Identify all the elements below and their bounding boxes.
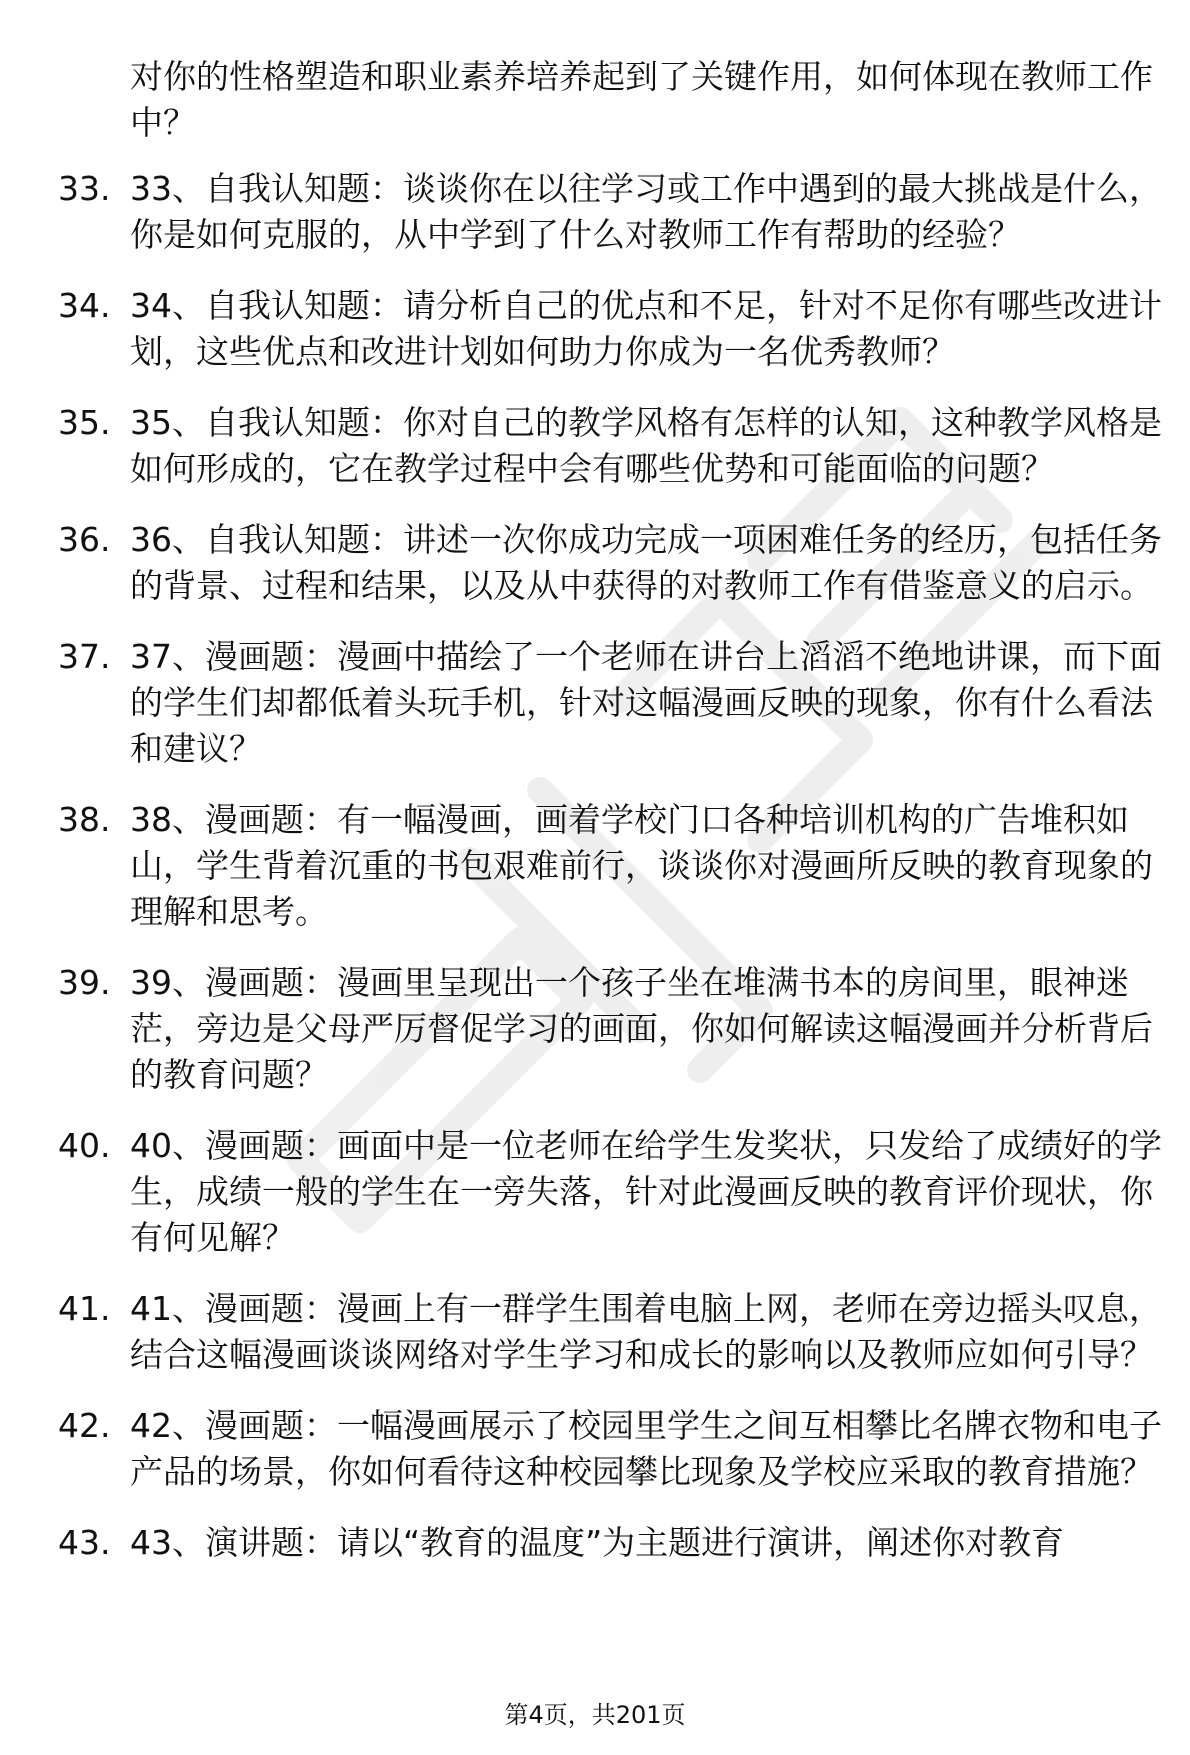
list-item (0, 634, 1190, 772)
item-text: 37、漫画题：漫画中描绘了一个老师在讲台上滔滔不绝地讲课，而下面的学生们却都低着头玩手机，针对这幅漫画反映的现象，你有什么看法和建议？ (130, 637, 1162, 768)
item-text: 41、漫画题：漫画上有一群学生围着电脑上网，老师在旁边摇头叹息，结合这幅漫画谈谈网络对学生学习和成长的影响以及教师应如何引导？ (130, 1289, 1162, 1374)
item-number: 37. (58, 637, 111, 676)
list-item (0, 1123, 1190, 1261)
item-text: 38、漫画题：有一幅漫画，画着学校门口各种培训机构的广告堆积如山，学生背着沉重的书包艰难前行，谈谈你对漫画所反映的教育现象的理解和思考。 (130, 800, 1153, 931)
page-footer: 第4页，共201页 (504, 1701, 686, 1729)
item-text: 39、漫画题：漫画里呈现出一个孩子坐在堆满书本的房间里，眼神迷茫，旁边是父母严厉督促学习的画面，你如何解读这幅漫画并分析背后的教育问题？ (130, 963, 1153, 1094)
item-text: 35、自我认知题：你对自己的教学风格有怎样的认知，这种教学风格是如何形成的，它在教学过程中会有哪些优势和可能面临的问题？ (130, 403, 1162, 488)
list-item (0, 1520, 1190, 1566)
item-number: 38. (58, 800, 111, 839)
item-number: 34. (58, 286, 111, 325)
item-text: 42、漫画题：一幅漫画展示了校园里学生之间互相攀比名牌衣物和电子产品的场景，你如何看待这种校园攀比现象及学校应采取的教育措施？ (130, 1406, 1162, 1491)
list-item (0, 1286, 1190, 1378)
intro-paragraph: 对你的性格塑造和职业素养培养起到了关键作用，如何体现在教师工作中？ (130, 57, 1153, 142)
item-text: 36、自我认知题：讲述一次你成功完成一项困难任务的经历，包括任务的背景、过程和结果，以及从中获得的对教师工作有借鉴意义的启示。 (130, 520, 1162, 605)
list-item (0, 1403, 1190, 1495)
item-text: 33、自我认知题：谈谈你在以往学习或工作中遇到的最大挑战是什么，你是如何克服的，从中学到了什么对教师工作有帮助的经验？ (130, 169, 1162, 254)
item-text: 43、演讲题：请以“教育的温度”为主题进行演讲，阐述你对教育 (130, 1523, 1065, 1562)
question-list (0, 166, 1190, 1591)
list-item (0, 166, 1190, 258)
item-number: 40. (58, 1126, 111, 1165)
item-text: 34、自我认知题：请分析自己的优点和不足，针对不足你有哪些改进计划，这些优点和改进计划如何助力你成为一名优秀教师？ (130, 286, 1162, 371)
item-number: 35. (58, 403, 111, 442)
item-number: 41. (58, 1289, 111, 1328)
list-item (0, 283, 1190, 375)
item-text: 40、漫画题：画面中是一位老师在给学生发奖状，只发给了成绩好的学生，成绩一般的学生在一旁失落，针对此漫画反映的教育评价现状，你有何见解？ (130, 1126, 1162, 1257)
list-item (0, 400, 1190, 492)
item-number: 33. (58, 169, 111, 208)
item-number: 39. (58, 963, 111, 1002)
item-number: 36. (58, 520, 111, 559)
item-number: 43. (58, 1523, 111, 1562)
list-item (0, 517, 1190, 609)
list-item (0, 797, 1190, 935)
item-number: 42. (58, 1406, 111, 1445)
list-item (0, 960, 1190, 1098)
